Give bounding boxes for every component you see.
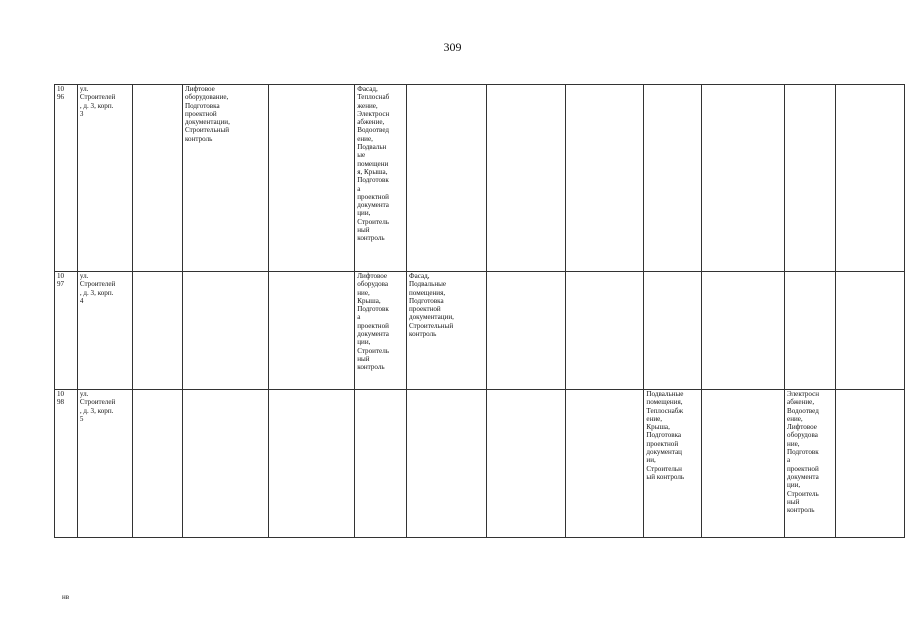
empty-cell xyxy=(835,85,904,272)
work-list: Лифтовое оборудова ние, Крыша, Подготовк а проектной документа ции, Строитель ный контроль xyxy=(357,272,389,372)
empty-cell xyxy=(486,85,565,272)
work-list-cell xyxy=(355,85,407,272)
row-number: 10 96 xyxy=(57,85,65,102)
work-list-cell xyxy=(644,390,702,538)
work-list: Подвальные помещения, Теплоснабж ение, Крыша, Подготовка проектной документац ии, Строительн ый контроль xyxy=(646,390,685,481)
empty-cell xyxy=(407,85,487,272)
empty-cell xyxy=(407,390,487,538)
row-number-cell xyxy=(55,390,78,538)
empty-cell xyxy=(486,272,565,390)
empty-cell xyxy=(269,85,355,272)
address: ул. Строителей , д. 3, корп. 5 xyxy=(79,390,116,423)
row-number-cell xyxy=(55,85,78,272)
empty-cell xyxy=(182,272,268,390)
page-number: 309 xyxy=(443,40,462,54)
empty-cell xyxy=(702,390,785,538)
empty-cell xyxy=(565,272,644,390)
work-list-cell xyxy=(355,272,407,390)
empty-cell xyxy=(182,390,268,538)
empty-cell xyxy=(835,272,904,390)
empty-cell xyxy=(486,390,565,538)
address: ул. Строителей , д. 3, корп. 4 xyxy=(79,272,116,305)
empty-cell xyxy=(565,390,644,538)
table-row xyxy=(55,272,905,390)
row-number: 10 97 xyxy=(57,272,65,289)
empty-cell xyxy=(785,272,836,390)
empty-cell xyxy=(785,85,836,272)
row-number-cell xyxy=(55,272,78,390)
table-row xyxy=(55,390,905,538)
address-cell xyxy=(77,272,132,390)
empty-cell xyxy=(644,85,702,272)
work-list-cell xyxy=(407,272,487,390)
empty-cell xyxy=(269,272,355,390)
work-list: Фасад, Подвальные помещения, Подготовка проектной документации, Строительный контроль xyxy=(409,272,454,339)
address: ул. Строителей , д. 3, корп. 3 xyxy=(79,85,116,118)
repair-schedule-table xyxy=(54,84,905,538)
empty-cell xyxy=(132,85,182,272)
work-list: Лифтовое оборудование, Подготовка проектной документации, Строительный контроль xyxy=(184,85,230,143)
work-list-cell xyxy=(785,390,836,538)
empty-cell xyxy=(132,272,182,390)
work-list: Фасад, Теплоснаб жение, Электросн абжение, Водоотвед ение, Подвальн ые помещени я, Крыша, Подготовк а проектной документа ции, Строитель ный контроль xyxy=(357,85,390,243)
empty-cell xyxy=(355,390,407,538)
row-number: 10 98 xyxy=(57,390,65,407)
empty-cell xyxy=(132,390,182,538)
address-cell xyxy=(77,390,132,538)
empty-cell xyxy=(565,85,644,272)
table-row xyxy=(55,85,905,272)
work-list: Электросн абжение, Водоотвед ение, Лифтовое оборудова ние, Подготовк а проектной документа ции, Строитель ный контроль xyxy=(787,390,820,515)
empty-cell xyxy=(644,272,702,390)
address-cell xyxy=(77,85,132,272)
empty-cell xyxy=(702,272,785,390)
footer-mark: нв xyxy=(62,593,70,601)
work-list-cell xyxy=(182,85,268,272)
empty-cell xyxy=(702,85,785,272)
empty-cell xyxy=(269,390,355,538)
empty-cell xyxy=(835,390,904,538)
